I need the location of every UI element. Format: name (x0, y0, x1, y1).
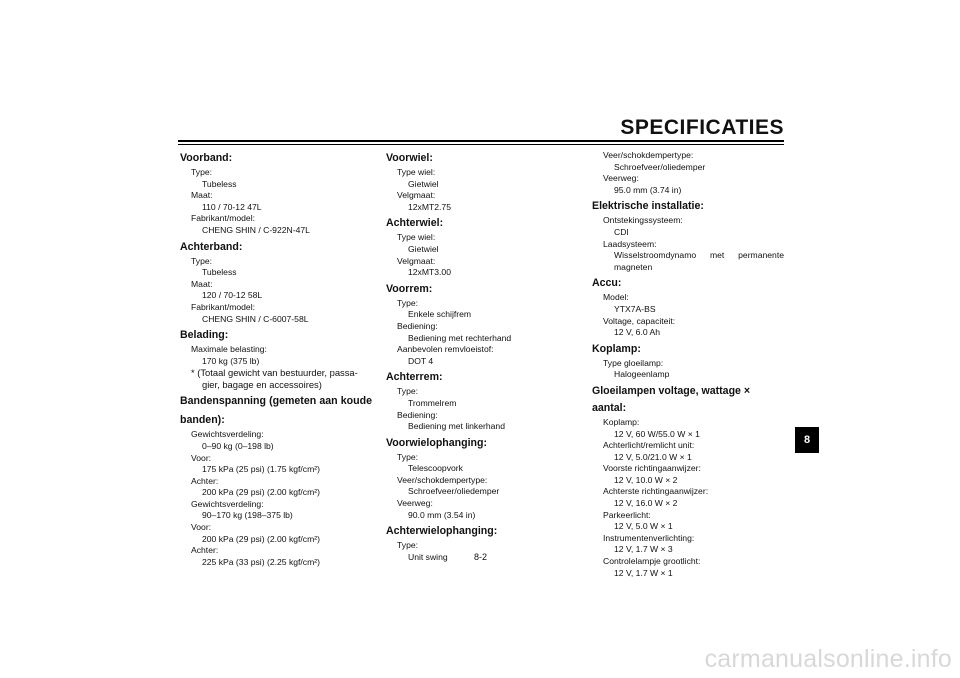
spec-label: Type: (397, 451, 419, 462)
spec-label: Type: (191, 167, 213, 177)
spec-label: Instrumentenverlichting: (603, 532, 695, 543)
spec-label: Parkeerlicht: (603, 509, 651, 520)
spec-value: CHENG SHIN / C-6007-58L (202, 313, 309, 324)
spec-column-3 (592, 150, 784, 579)
spec-value: 170 kg (375 lb) (202, 355, 260, 366)
spec-value: 225 kPa (33 psi) (2.25 kgf/cm²) (202, 556, 320, 567)
spec-label: Type: (191, 255, 213, 266)
spec-value: Gietwiel (408, 178, 439, 189)
spec-label: Ontstekingssysteem: (603, 215, 683, 226)
spec-value: 200 kPa (29 psi) (2.00 kgf/cm²) (202, 487, 320, 498)
spec-column-2 (386, 150, 578, 563)
header-rule (178, 140, 784, 142)
spec-value: 95.0 mm (3.74 in) (614, 184, 682, 195)
spec-value: Enkele schijfrem (408, 309, 472, 320)
spec-label: Voltage, capaciteit: (603, 315, 676, 326)
spec-value: 0–90 kg (0–198 lb) (202, 440, 274, 451)
page-title: SPECIFICATIES (620, 116, 784, 139)
section-heading: Voorrem: (386, 282, 433, 295)
spec-label: Voor: (191, 522, 212, 533)
spec-value: 12xMT3.00 (408, 267, 451, 278)
page-number: 8-2 (474, 552, 488, 562)
section-heading: Achterrem: (386, 371, 443, 384)
spec-label: Fabrikant/model: (191, 301, 256, 312)
spec-value: Tubeless (202, 267, 237, 278)
section-heading: Achterwiel: (386, 217, 444, 230)
spec-value: 12 V, 5.0/21.0 W × 1 (614, 451, 692, 462)
spec-value: CDI (614, 226, 629, 237)
spec-label: Laadsysteem: (603, 238, 657, 249)
spec-label: Achterste richtingaanwijzer: (603, 486, 709, 497)
header-rule-thin (178, 144, 784, 145)
section-heading: Bandenspanning (gemeten aan koude (180, 395, 372, 408)
spec-value: magneten (614, 261, 653, 272)
spec-label: Fabrikant/model: (191, 213, 256, 224)
spec-label: Type wiel: (397, 167, 436, 177)
spec-value: 175 kPa (25 psi) (1.75 kgf/cm²) (202, 464, 320, 475)
section-heading: Koplamp: (592, 342, 641, 355)
spec-column-1 (180, 150, 372, 568)
spec-value: 12 V, 6.0 Ah (614, 327, 661, 338)
spec-label: Veer/schokdempertype: (603, 150, 694, 160)
spec-value: Trommelrem (408, 397, 457, 408)
spec-label: Model: (603, 292, 629, 303)
spec-value: 90–170 kg (198–375 lb) (202, 510, 293, 521)
spec-value: Wisselstroomdynamo met permanente (614, 250, 784, 261)
spec-label: Veer/schokdempertype: (397, 474, 488, 485)
spec-value: 120 / 70-12 58L (202, 290, 263, 301)
spec-label: Type: (397, 386, 419, 397)
spec-label: Type: (397, 540, 419, 551)
spec-label: Gewichtsverdeling: (191, 498, 264, 509)
spec-label: Type: (397, 297, 419, 308)
spec-value: 12 V, 16.0 W × 2 (614, 498, 678, 509)
spec-value: YTX7A-BS (614, 303, 656, 314)
spec-label: Voor: (191, 452, 212, 463)
chapter-tab: 8 (795, 427, 819, 453)
spec-value: 90.0 mm (3.54 in) (408, 509, 476, 520)
spec-label: Bediening: (397, 320, 438, 331)
spec-label: Voorste richtingaanwijzer: (603, 463, 701, 474)
spec-label: Bediening: (397, 409, 438, 420)
spec-label: Velgmaat: (397, 190, 436, 201)
spec-value: Bediening met rechterhand (408, 332, 512, 343)
spec-value: 200 kPa (29 psi) (2.00 kgf/cm²) (202, 533, 320, 544)
section-heading: Achterband: (180, 240, 243, 253)
spec-label: Veerweg: (603, 173, 639, 184)
section-heading: banden): (180, 414, 225, 427)
spec-label: Maximale belasting: (191, 344, 267, 355)
spec-label: Type gloeilamp: (603, 357, 664, 368)
spec-label: Maat: (191, 190, 213, 201)
spec-value: 12xMT2.75 (408, 201, 451, 212)
spec-label: Achterlicht/remlicht unit: (603, 440, 695, 451)
spec-label: Maat: (191, 278, 213, 289)
spec-value: Schroefveer/oliedemper (408, 486, 500, 497)
spec-value: Gietwiel (408, 243, 439, 254)
spec-label: Gewichtsverdeling: (191, 429, 264, 440)
spec-value: Tubeless (202, 178, 237, 189)
spec-value: Halogeenlamp (614, 369, 670, 380)
spec-label: Veerweg: (397, 498, 433, 509)
spec-label: Controlelampje grootlicht: (603, 556, 701, 567)
section-heading: Achterwielophanging: (386, 525, 498, 538)
section-heading: Belading: (180, 329, 229, 342)
spec-label: Koplamp: (603, 416, 640, 427)
spec-value: Unit swing (408, 551, 448, 562)
spec-value: Telescoopvork (408, 463, 463, 474)
section-heading: Voorwiel: (386, 152, 433, 164)
spec-label: Achter: (191, 475, 219, 486)
section-heading: Voorband: (180, 152, 233, 164)
spec-label: Achter: (191, 545, 219, 556)
spec-label: Type wiel: (397, 232, 436, 243)
spec-value: DOT 4 (408, 355, 434, 366)
spec-value: 110 / 70-12 47L (202, 201, 262, 212)
section-heading: Accu: (592, 277, 622, 290)
footnote: * (Totaal gewicht van bestuurder, passa-gier, bagage en accessoires) (191, 367, 358, 391)
spec-label: Velgmaat: (397, 255, 436, 266)
spec-value: Schroefveer/oliedemper (614, 161, 706, 172)
spec-value: 12 V, 1.7 W × 1 (614, 567, 673, 578)
spec-value: 12 V, 1.7 W × 3 (614, 544, 673, 555)
section-heading: Gloeilampen voltage, wattage × aantal: (592, 384, 751, 414)
spec-value: 12 V, 10.0 W × 2 (614, 474, 678, 485)
spec-value: CHENG SHIN / C-922N-47L (202, 224, 310, 235)
watermark-text: carmanualsonline.info (704, 645, 952, 673)
section-heading: Elektrische installatie: (592, 200, 704, 213)
spec-value: 12 V, 5.0 W × 1 (614, 521, 673, 532)
spec-value: Bediening met linkerhand (408, 421, 505, 432)
spec-value: 12 V, 60 W/55.0 W × 1 (614, 428, 700, 439)
spec-label: Aanbevolen remvloeistof: (397, 344, 494, 355)
section-heading: Voorwielophanging: (386, 436, 488, 449)
